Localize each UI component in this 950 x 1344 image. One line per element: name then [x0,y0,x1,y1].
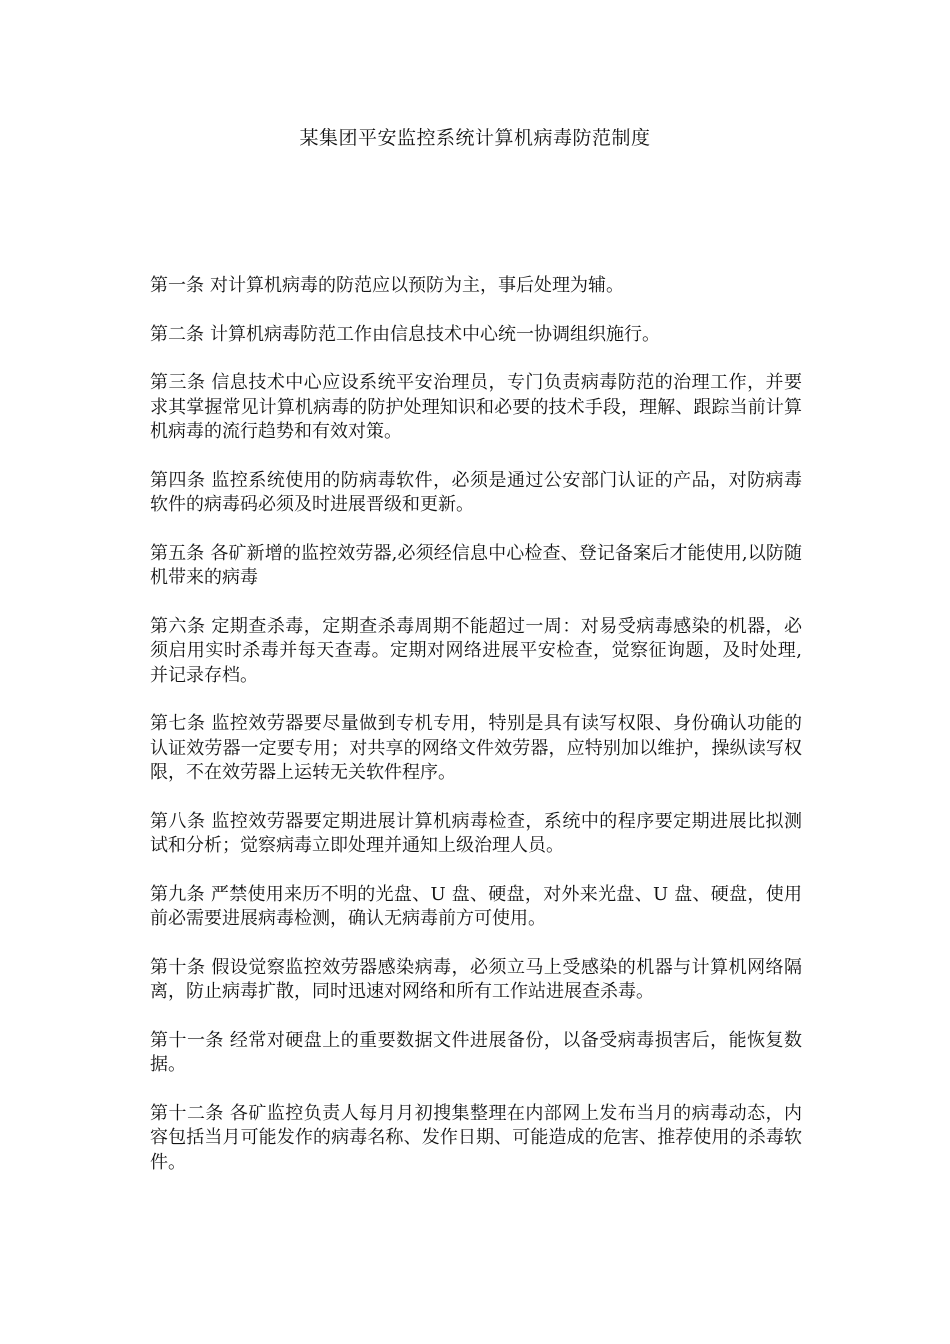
article-list [150,274,802,1199]
article-text: 计算机病毒防范工作由信息技术中心统一协调组织施行。 [210,323,660,345]
article-label: 第五条 [150,542,205,564]
article-label: 第十条 [150,956,206,978]
article-5 [150,542,802,591]
article-label: 第九条 [150,883,205,905]
article-4 [150,469,802,518]
article-text: 定期查杀毒，定期查杀毒周期不能超过一周：对易受病毒感染的机器，必须启用实时杀毒并每天查毒。定期对网络进展平安检查，觉察征询题，及时处理, 并记录存档。 [150,615,803,686]
article-7 [150,712,802,786]
article-1 [150,274,802,299]
article-12 [150,1102,802,1176]
article-text: 假设觉察监控效劳器感染病毒，必须立马上受感染的机器与计算机网络隔离，防止病毒扩散，同时迅速对网络和所有工作站进展查杀毒。 [150,956,803,1002]
article-9 [150,883,802,932]
article-3 [150,371,802,445]
article-text: 对计算机病毒的防范应以预防为主，事后处理为辅。 [210,275,624,296]
article-text: 各矿监控负责人每月月初搜集整理在内部网上发布当月的病毒动态，内容包括当月可能发作的病毒名称、发作日期、可能造成的危害、推荐使用的杀毒软件。 [150,1102,803,1173]
article-label: 第二条 [150,323,204,345]
article-10 [150,956,802,1005]
article-label: 第六条 [150,615,206,637]
article-text: 监控效劳器要定期进展计算机病毒检查，系统中的程序要定期进展比拟测试和分析；觉察病毒立即处理并通知上级治理人员。 [150,810,803,856]
article-6 [150,615,802,689]
article-label: 第十二条 [150,1102,224,1124]
article-text: 监控系统使用的防病毒软件，必须是通过公安部门认证的产品，对防病毒软件的病毒码必须及时进展晋级和更新。 [150,469,803,515]
article-text: 严禁使用来历不明的光盘、U 盘、硬盘，对外来光盘、U 盘、硬盘，使用前必需要进展病毒检测，确认无病毒前方可使用。 [150,883,803,929]
article-8 [150,810,802,859]
article-text: 监控效劳器要尽量做到专机专用，特别是具有读写权限、身份确认功能的认证效劳器一定要专用；对共享的网络文件效劳器，应特别加以维护，操纵读写权限，不在效劳器上运转无关软件程序。 [150,713,803,783]
article-text: 各矿新增的监控效劳器,必须经信息中心检查、登记备案后才能使用,以防随机带来的病毒 [150,542,802,588]
article-label: 第三条 [150,372,206,393]
article-text: 信息技术中心应设系统平安治理员，专门负责病毒防范的治理工作，并要求其掌握常见计算机病毒的防护处理知识和必要的技术手段，理解、跟踪当前计算机病毒的流行趋势和有效对策。 [150,372,803,442]
article-label: 第八条 [150,810,206,832]
article-2 [150,323,802,348]
document-title: 某集团平安监控系统计算机病毒防范制度 [299,127,651,149]
article-label: 第四条 [150,469,206,491]
article-label: 第十一条 [150,1029,224,1051]
article-label: 第七条 [150,713,206,734]
article-label: 第一条 [150,275,204,296]
article-11 [150,1029,802,1078]
article-text: 经常对硬盘上的重要数据文件进展备份，以备受病毒损害后，能恢复数据。 [150,1029,803,1075]
